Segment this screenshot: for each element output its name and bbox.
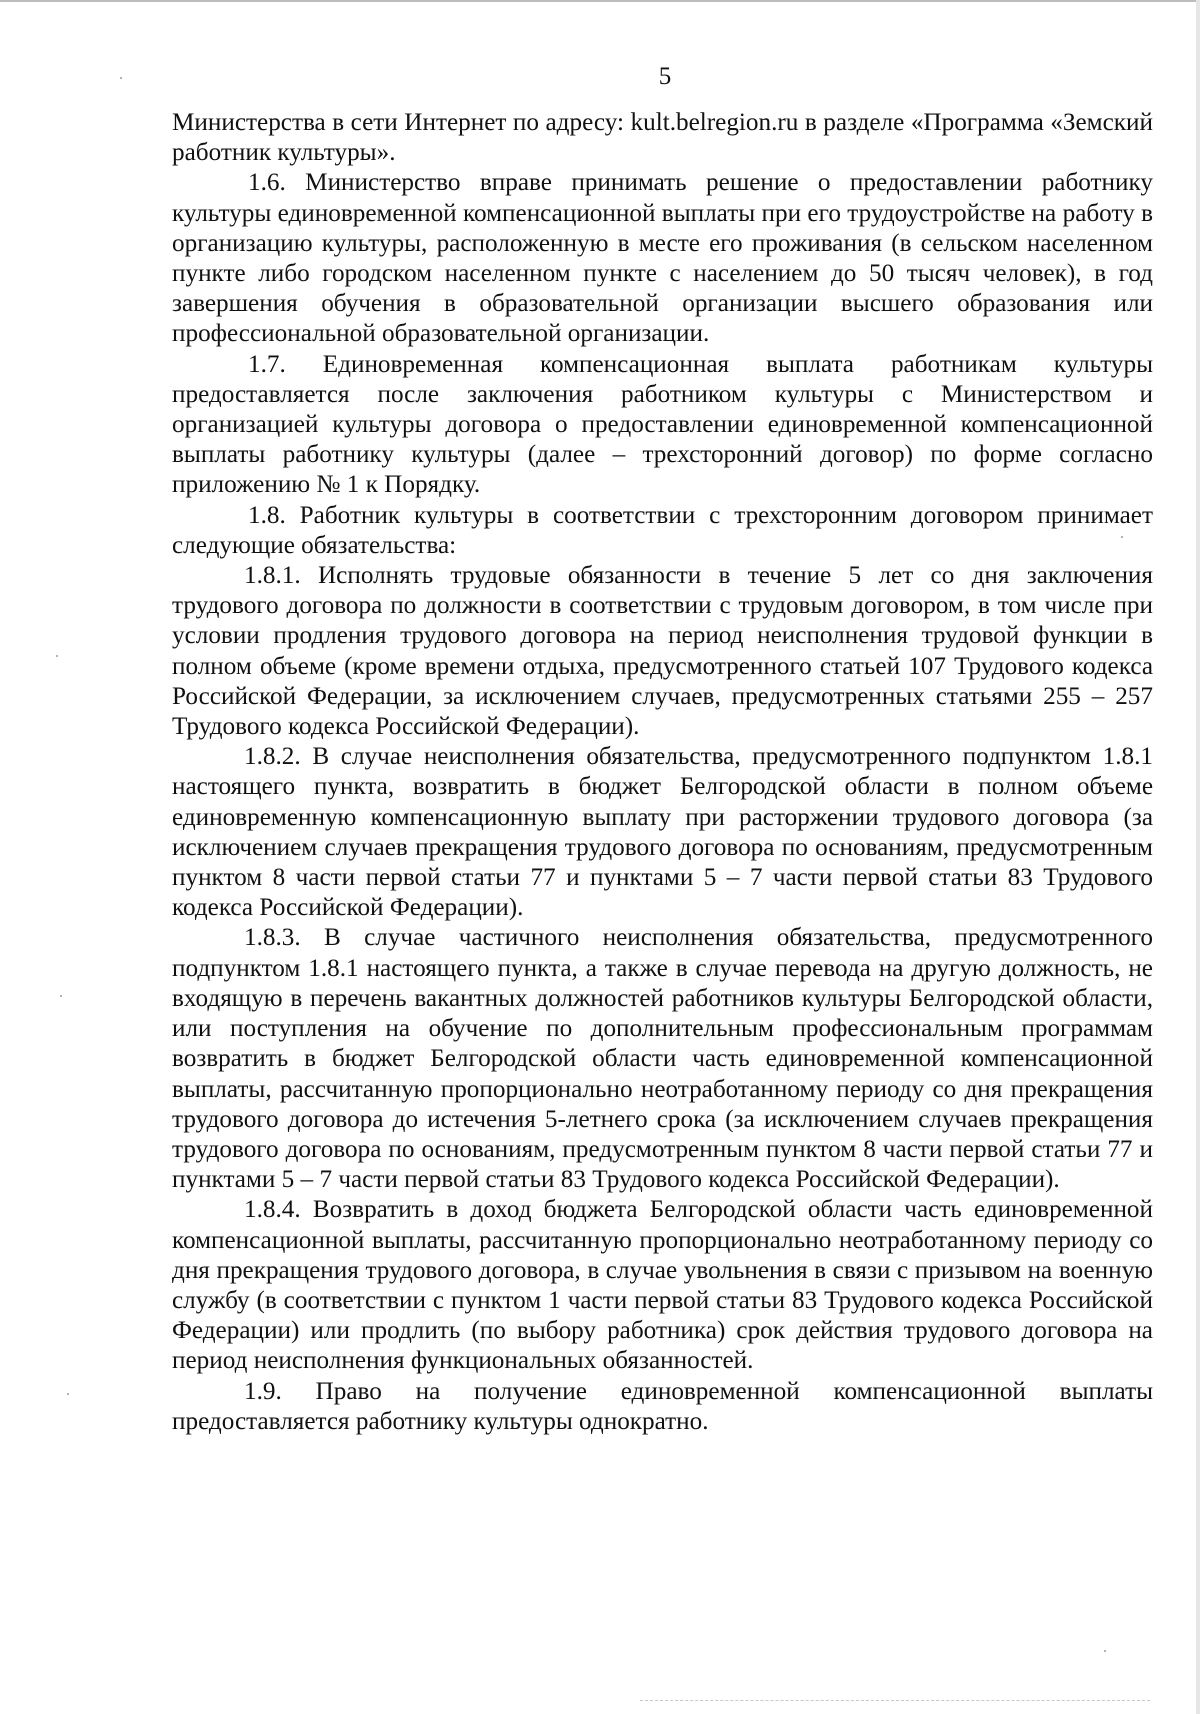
paragraph-1-8-3: 1.8.3. В случае частичного неисполнения обязательства, предусмотренного подпунктом 1.8.1 настоящего пункта, а также в случае перевода на другую должность, не входящую в перечень вакантных должностей работников культуры Белгородской области, или поступления на обучение по дополнительным профессиональным программам возвратить в бюджет Белгородской области часть единовременной компенсационной выплаты, рассчитанную пропорционально неотработанному периоду со дня прекращения трудового договора до истечения 5-летнего срока (за исключением случаев прекращения трудового договора по основаниям, предусмотренным пунктом 8 части первой статьи 77 и пунктами 5 – 7 части первой статьи 83 Трудового кодекса Российской Федерации). [172, 924, 1153, 1194]
paragraph-1-9: 1.9. Право на получение единовременной компенсационной выплаты предоставляется работнику культуры однократно. [172, 1377, 1153, 1435]
scan-speck [67, 1393, 69, 1395]
scan-speck [1104, 1650, 1106, 1652]
paragraph-1-7: 1.7. Единовременная компенсационная выплата работникам культуры предоставляется после заключения работником культуры с Министерством и организацией культуры договора о предоставлении единовременной компенсационной выплаты работнику культуры (далее – трехсторонний договор) по форме согласно приложению № 1 к Порядку. [172, 350, 1153, 499]
scan-edge-top [0, 0, 1200, 2]
scan-speck [56, 655, 58, 657]
paragraph-1-6: 1.6. Министерство вправе принимать решение о предоставлении работнику культуры единовременной компенсационной выплаты при его трудоустройстве на работу в организацию культуры, расположенную в месте его проживания (в сельском населенном пункте либо городском населенном пункте с населением до 50 тысяч человек), в год завершения обучения в образовательной организации высшего образования или профессиональной образовательной организации. [172, 169, 1153, 348]
document-body [172, 108, 1153, 1437]
paragraph-1-8: 1.8. Работник культуры в соответствии с трехсторонним договором принимает следующие обязательства: [172, 501, 1153, 559]
paragraph-1-8-1: 1.8.1. Исполнять трудовые обязанности в течение 5 лет со дня заключения трудового договора по должности в соответствии с трудовым договором, в том числе при условии продления трудового договора на период неисполнения трудовой функции в полном объеме (кроме времени отдыха, предусмотренного статьей 107 Трудового кодекса Российской Федерации, за исключением случаев, предусмотренных статьями 255 – 257 Трудового кодекса Российской Федерации). [172, 562, 1153, 741]
paragraph-1-8-4: 1.8.4. Возвратить в доход бюджета Белгородской области часть единовременной компенсационной выплаты, рассчитанную пропорционально неотработанному периоду со дня прекращения трудового договора, в случае увольнения в связи с призывом на военную службу (в соответствии с пунктом 1 части первой статьи 83 Трудового кодекса Российской Федерации) или продлить (по выбору работника) срок действия трудового договора на период неисполнения функциональных обязанностей. [172, 1196, 1153, 1375]
paragraph-1-8-2: 1.8.2. В случае неисполнения обязательства, предусмотренного подпунктом 1.8.1 настоящего пункта, возвратить в бюджет Белгородской области в полном объеме единовременную компенсационную выплату при расторжении трудового договора (за исключением случаев прекращения трудового договора по основаниям, предусмотренным пунктом 8 части первой статьи 77 и пунктами 5 – 7 части первой статьи 83 Трудового кодекса Российской Федерации). [172, 743, 1153, 922]
page-number: 5 [658, 63, 672, 90]
scan-footer-mark [640, 1700, 1150, 1702]
paragraph-continuation: Министерства в сети Интернет по адресу: kult.belregion.ru в разделе «Программа «Земский работник культуры». [172, 109, 1153, 167]
scan-edge-right [1196, 0, 1200, 1714]
scan-speck [60, 995, 62, 997]
